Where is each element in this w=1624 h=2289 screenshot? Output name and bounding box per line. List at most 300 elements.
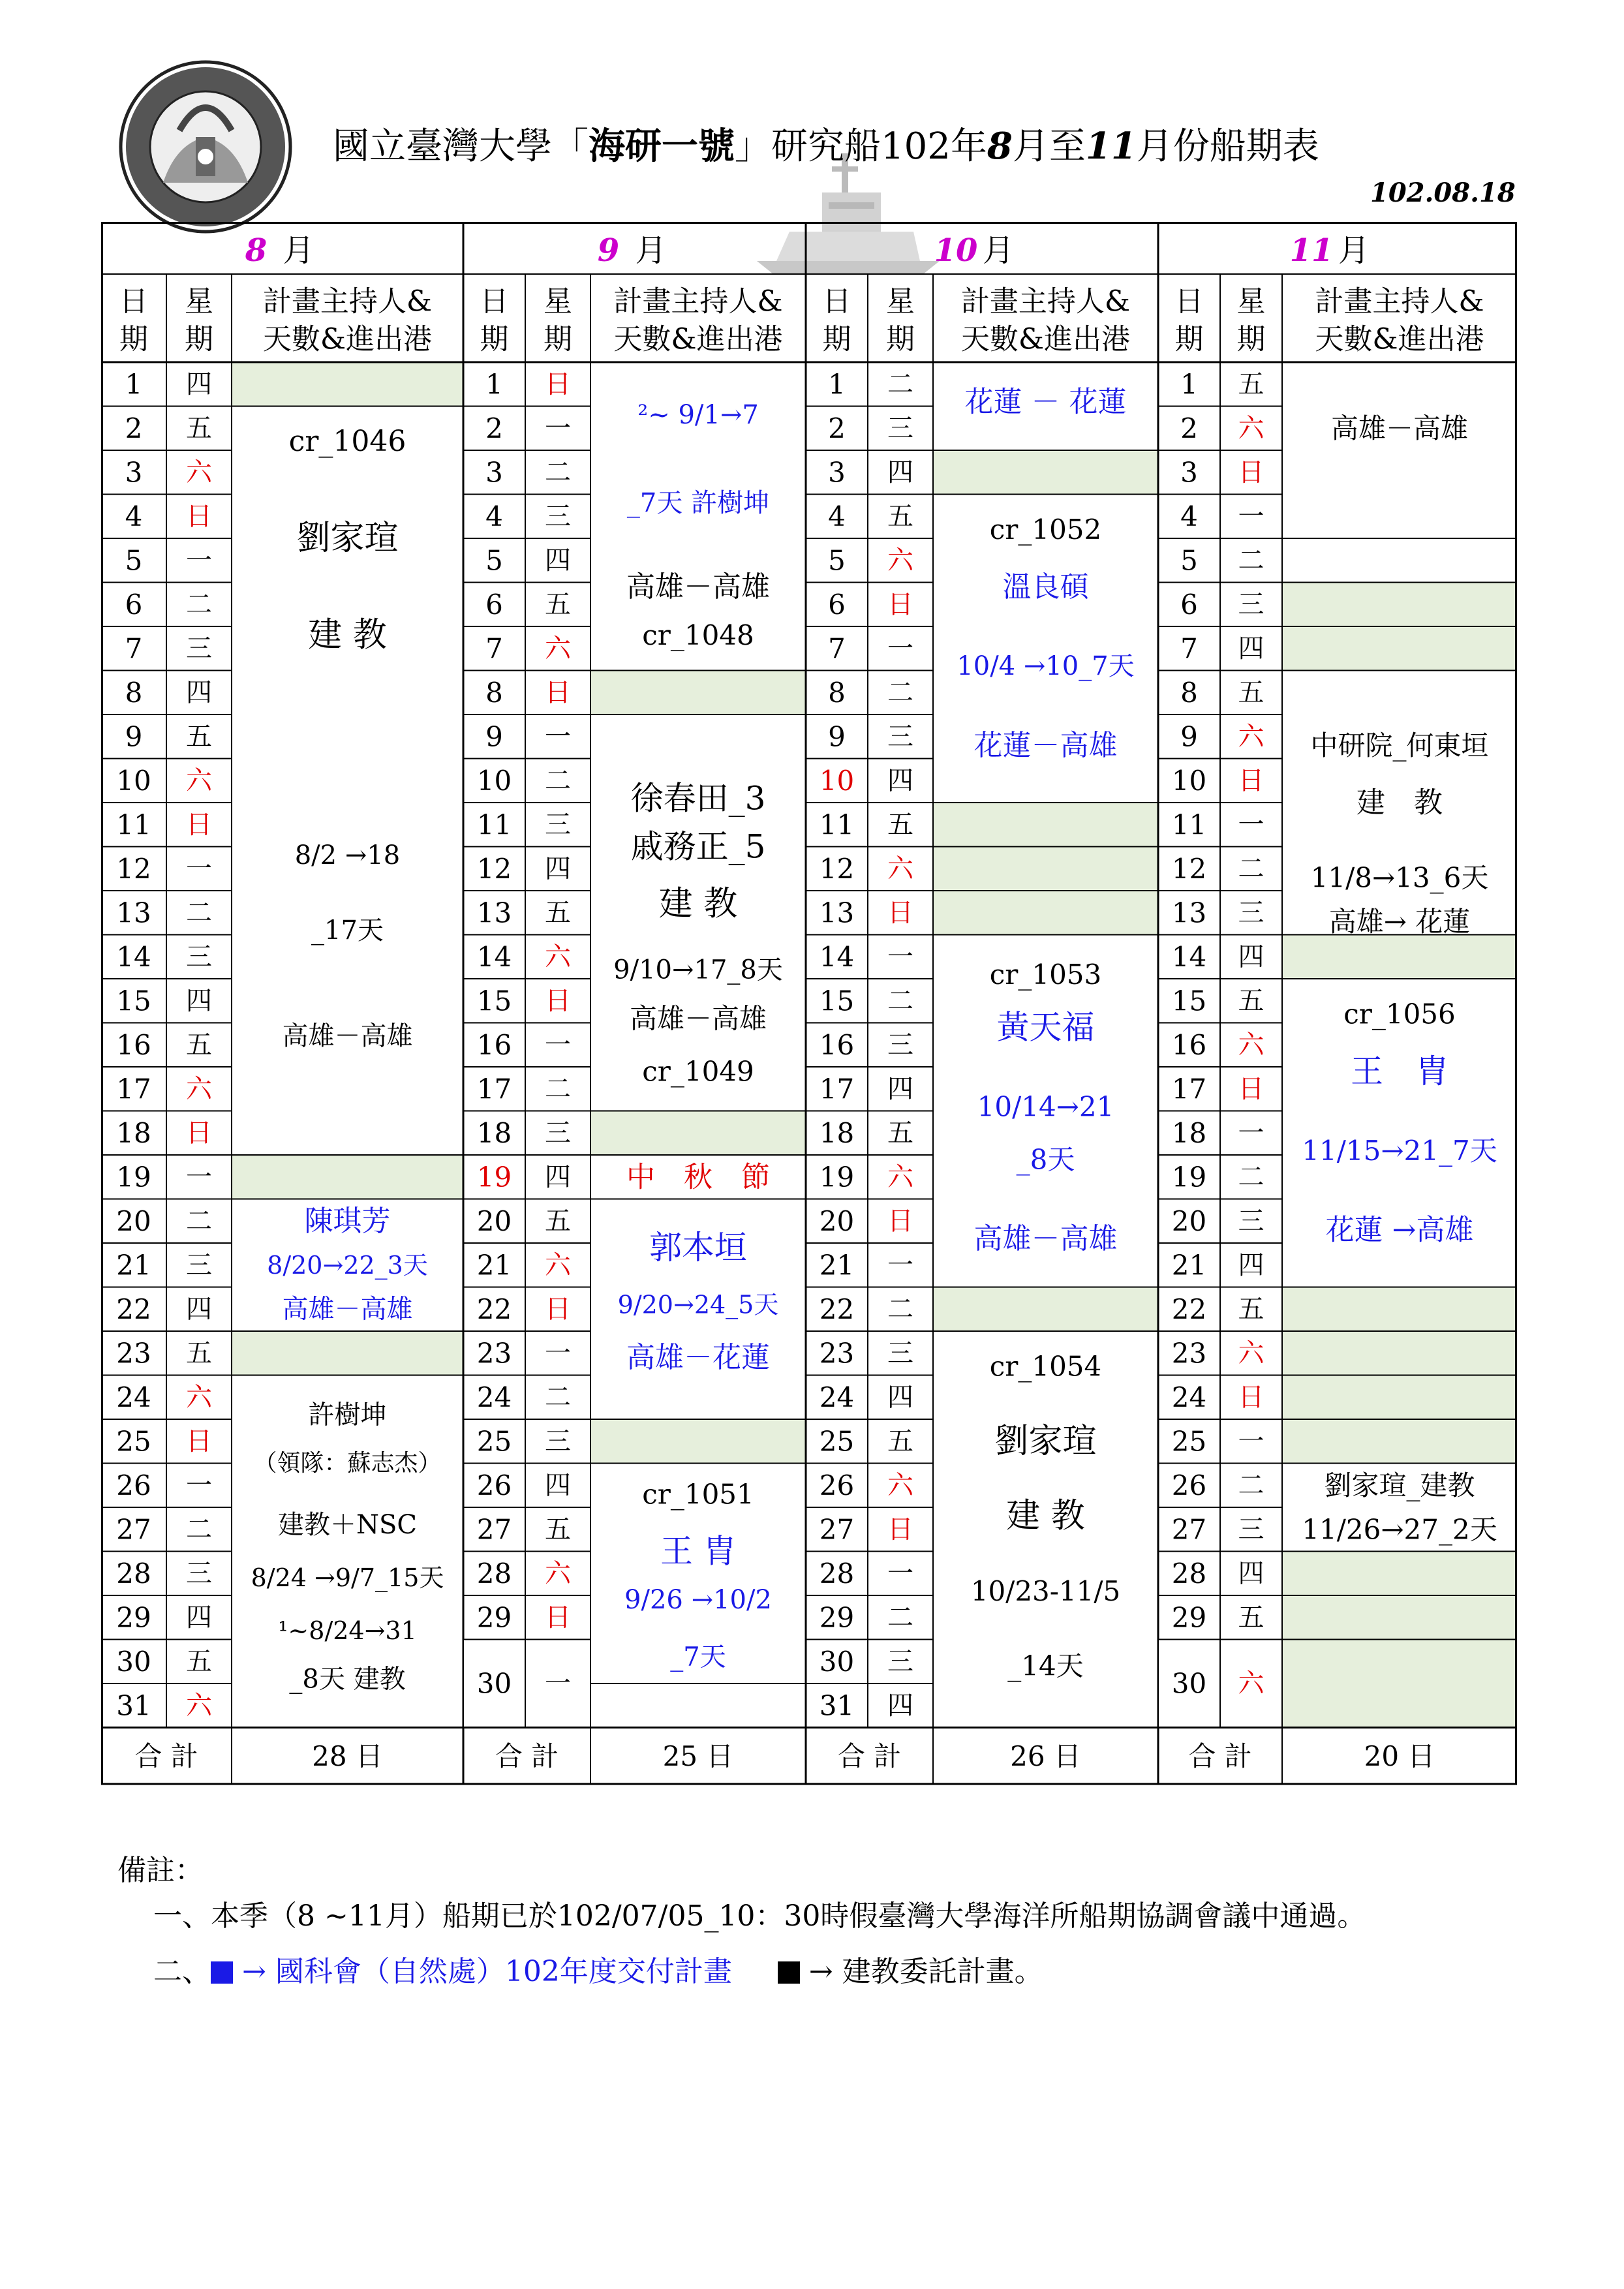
day-number: 4 <box>828 500 846 532</box>
day-number: 14 <box>1171 940 1207 973</box>
weekday-cell: 一 <box>1238 809 1264 840</box>
day-number: 22 <box>819 1293 855 1325</box>
col-header-weekday: 期 <box>1236 322 1266 356</box>
plan-text: _8天 建教 <box>289 1664 406 1695</box>
day-number: 10 <box>1171 764 1207 797</box>
note-nsc-plan: → 國科會（自然處）102年度交付計畫 <box>242 1955 732 1988</box>
total-value: 25 日 <box>662 1740 734 1772</box>
day-number: 11 <box>1171 808 1207 841</box>
day-number: 11 <box>116 808 151 841</box>
weekday-cell: 四 <box>545 853 571 884</box>
plan-text: _17天 <box>311 915 384 945</box>
day-number: 27 <box>819 1513 855 1546</box>
weekday-cell: 三 <box>887 413 913 444</box>
day-number: 5 <box>485 544 503 577</box>
day-number: 1 <box>485 368 503 401</box>
weekday-cell: 二 <box>186 897 212 928</box>
weekday-cell: 六 <box>545 633 571 664</box>
weekday-cell: 一 <box>545 413 571 444</box>
day-number: 13 <box>116 897 151 929</box>
day-number: 4 <box>485 500 503 532</box>
day-number: 2 <box>1180 412 1198 444</box>
weekday-cell: 五 <box>186 1646 212 1677</box>
idle-cell-shading <box>1282 1640 1517 1728</box>
day-number: 31 <box>819 1689 855 1722</box>
weekday-cell: 五 <box>887 1426 913 1456</box>
col-header-plan: 計畫主持人& <box>1315 284 1484 318</box>
day-number: 24 <box>819 1381 855 1413</box>
weekday-cell: 四 <box>186 369 212 399</box>
weekday-cell: 三 <box>1238 589 1264 620</box>
plan-text: 劉家瑄 <box>994 1421 1097 1461</box>
day-number: 23 <box>476 1337 512 1370</box>
day-number: 9 <box>485 720 503 753</box>
idle-cell-shading <box>232 362 463 407</box>
day-number: 17 <box>116 1073 151 1105</box>
weekday-cell: 四 <box>887 1382 913 1413</box>
day-number: 4 <box>1180 500 1198 532</box>
weekday-cell: 四 <box>887 1690 913 1721</box>
day-number: 14 <box>819 940 855 973</box>
day-number: 29 <box>819 1601 855 1634</box>
day-number: 31 <box>116 1689 151 1722</box>
weekday-cell: 六 <box>1238 1338 1264 1368</box>
day-number: 15 <box>819 985 855 1017</box>
day-number: 13 <box>819 897 855 929</box>
plan-text: cr_1051 <box>642 1478 754 1511</box>
weekday-cell: 四 <box>545 545 571 576</box>
day-number: 19 <box>1171 1161 1207 1193</box>
plan-text: cr_1046 <box>288 425 406 458</box>
total-label: 合 計 <box>134 1740 198 1772</box>
weekday-cell: 日 <box>1238 1073 1264 1104</box>
note-line-1: 一、本季（8 ~11月）船期已於102/07/05_10：30時假臺灣大學海洋所船期協調會議中通過。 <box>153 1899 1366 1933</box>
weekday-cell: 日 <box>545 677 571 708</box>
day-number: 26 <box>476 1469 512 1501</box>
day-number: 3 <box>1180 456 1198 489</box>
weekday-cell: 一 <box>1238 501 1264 532</box>
weekday-cell: 六 <box>1238 1030 1264 1060</box>
weekday-cell: 三 <box>186 1250 212 1280</box>
weekday-cell: 三 <box>887 1030 913 1060</box>
notes-heading: 備註： <box>117 1854 204 1887</box>
idle-cell-shading <box>933 1287 1158 1332</box>
weekday-cell: 二 <box>1238 853 1264 884</box>
plan-text: 花蓮 － 花蓮 <box>964 385 1127 419</box>
weekday-cell: 三 <box>1238 897 1264 928</box>
plan-text: 8/24 →9/7_15天 <box>251 1563 444 1592</box>
plan-text: 戚務正_5 <box>630 827 766 866</box>
col-header-day: 日 <box>822 284 851 318</box>
plan-text: 郭本垣 <box>649 1228 747 1267</box>
day-number: 26 <box>116 1469 151 1501</box>
weekday-cell: 五 <box>887 1118 913 1148</box>
plan-text: 王 胄 <box>660 1532 736 1571</box>
day-number: 8 <box>1180 676 1198 709</box>
col-header-weekday: 星 <box>544 284 572 318</box>
plan-text: 10/4 →10_7天 <box>957 651 1135 681</box>
day-number: 11 <box>476 808 512 841</box>
plan-text: 建 教 <box>1356 786 1443 820</box>
weekday-cell: 三 <box>1238 1514 1264 1544</box>
day-number: 7 <box>828 632 846 665</box>
weekday-cell: 五 <box>1238 369 1264 399</box>
day-number: 6 <box>125 588 143 621</box>
plan-text: 花蓮 →高雄 <box>1325 1213 1474 1247</box>
document-date: 102.08.18 <box>1370 177 1516 208</box>
weekday-cell: 二 <box>887 369 913 399</box>
day-number: 25 <box>1171 1425 1207 1458</box>
day-number: 17 <box>1171 1073 1207 1105</box>
weekday-cell: 六 <box>887 1161 913 1192</box>
idle-cell-shading <box>933 803 1158 847</box>
col-header-plan: 天數&進出港 <box>960 322 1131 356</box>
weekday-cell: 一 <box>887 633 913 664</box>
weekday-cell: 四 <box>186 1294 212 1325</box>
weekday-cell: 六 <box>186 1382 212 1413</box>
day-number: 28 <box>116 1557 151 1590</box>
day-number: 25 <box>476 1425 512 1458</box>
weekday-cell: 六 <box>186 765 212 796</box>
day-number: 5 <box>125 544 143 577</box>
day-number: 21 <box>476 1249 512 1282</box>
day-number: 7 <box>485 632 503 665</box>
weekday-cell: 一 <box>186 545 212 576</box>
plan-text: 中研院_何東垣 <box>1310 729 1489 761</box>
plan-text: 高雄－花蓮 <box>626 1341 770 1374</box>
day-number: 22 <box>1171 1293 1207 1325</box>
weekday-cell: 五 <box>887 809 913 840</box>
idle-cell-shading <box>1282 583 1517 627</box>
plan-text: 高雄－高雄 <box>1330 412 1469 444</box>
idle-cell-shading <box>1282 1419 1517 1464</box>
idle-cell-shading <box>933 891 1158 935</box>
day-number: 1 <box>125 368 143 401</box>
weekday-cell: 日 <box>186 501 212 532</box>
weekday-cell: 四 <box>186 677 212 708</box>
weekday-cell: 三 <box>545 501 571 532</box>
day-number: 27 <box>116 1513 151 1546</box>
total-value: 28 日 <box>312 1740 383 1772</box>
plan-text: cr_1048 <box>642 619 754 651</box>
plan-text: 建教＋NSC <box>277 1510 418 1540</box>
col-header-plan: 計畫主持人& <box>613 284 783 318</box>
weekday-cell: 六 <box>887 1470 913 1501</box>
black-legend-square <box>778 1961 800 1984</box>
day-number: 12 <box>819 852 855 885</box>
weekday-cell: 三 <box>545 809 571 840</box>
day-number: 30 <box>819 1645 855 1678</box>
day-number: 6 <box>485 588 503 621</box>
day-number: 9 <box>828 720 846 753</box>
plan-text: 花蓮－高雄 <box>973 728 1118 762</box>
plan-text: 11/26→27_2天 <box>1302 1513 1497 1546</box>
total-value: 20 日 <box>1364 1740 1435 1772</box>
weekday-cell: 一 <box>887 1250 913 1280</box>
plan-text: cr_1054 <box>989 1350 1102 1383</box>
weekday-cell: 四 <box>1238 633 1264 664</box>
month-unit: 月 <box>1338 232 1370 269</box>
plan-text: 王 胄 <box>1351 1052 1448 1090</box>
month-number: 11 <box>1289 232 1334 269</box>
col-header-weekday: 星 <box>886 284 915 318</box>
weekday-cell: 二 <box>186 1514 212 1544</box>
day-number: 23 <box>819 1337 855 1370</box>
total-label: 合 計 <box>495 1740 559 1772</box>
day-number: 2 <box>125 412 143 444</box>
month-unit: 月 <box>982 232 1015 269</box>
plan-text: 中 秋 節 <box>626 1160 770 1194</box>
day-number: 23 <box>116 1337 151 1370</box>
day-number: 25 <box>116 1425 151 1458</box>
plan-text: （領隊：蘇志杰） <box>253 1450 442 1477</box>
weekday-cell: 日 <box>1238 457 1264 487</box>
day-number: 14 <box>476 940 512 973</box>
plan-text: 10/14→21 <box>977 1090 1114 1123</box>
weekday-cell: 三 <box>1238 1206 1264 1237</box>
day-number: 16 <box>1171 1028 1207 1061</box>
day-number: 6 <box>1180 588 1198 621</box>
weekday-cell: 六 <box>186 457 212 487</box>
weekday-cell: 三 <box>186 633 212 664</box>
day-number: 14 <box>116 940 151 973</box>
weekday-cell: 日 <box>1238 1382 1264 1413</box>
day-number: 3 <box>485 456 503 489</box>
plan-text: _14天 <box>1007 1650 1084 1682</box>
day-number: 8 <box>485 676 503 709</box>
weekday-cell: 日 <box>887 897 913 928</box>
idle-cell-shading <box>232 1331 463 1375</box>
plan-text: 11/8→13_6天 <box>1310 861 1489 894</box>
day-number: 21 <box>819 1249 855 1282</box>
weekday-cell: 二 <box>545 457 571 487</box>
plan-text: 11/15→21_7天 <box>1302 1134 1497 1167</box>
weekday-cell: 四 <box>887 1073 913 1104</box>
plan-text: 建 教 <box>308 615 387 655</box>
day-number: 18 <box>1171 1116 1207 1149</box>
weekday-cell: 日 <box>545 1294 571 1325</box>
plan-text: 建 教 <box>1006 1496 1085 1536</box>
col-header-day: 日 <box>1174 284 1204 318</box>
day-number: 26 <box>1171 1469 1207 1501</box>
weekday-cell: 日 <box>887 589 913 620</box>
day-number: 16 <box>476 1028 512 1061</box>
weekday-cell: 二 <box>1238 1470 1264 1501</box>
day-number: 6 <box>828 588 846 621</box>
total-label: 合 計 <box>1188 1740 1252 1772</box>
plan-text: _7天 許樹坤 <box>626 488 770 518</box>
day-number: 8 <box>828 676 846 709</box>
day-number: 12 <box>1171 852 1207 885</box>
weekday-cell: 二 <box>545 1073 571 1104</box>
weekday-cell: 五 <box>186 1338 212 1368</box>
day-number: 25 <box>819 1425 855 1458</box>
university-seal-logo <box>117 59 294 235</box>
day-number: 29 <box>116 1601 151 1634</box>
col-header-weekday: 期 <box>544 322 572 356</box>
col-header-weekday: 期 <box>185 322 213 356</box>
ship-schedule-table <box>101 222 1517 1820</box>
plan-text: 劉家瑄_建教 <box>1324 1469 1475 1501</box>
weekday-cell: 一 <box>545 1668 571 1698</box>
day-number: 2 <box>485 412 503 444</box>
weekday-cell: 三 <box>887 1646 913 1677</box>
day-number: 1 <box>828 368 846 401</box>
day-number: 8 <box>125 676 143 709</box>
plan-text: 溫良碩 <box>1002 570 1089 604</box>
idle-cell-shading <box>1282 1552 1517 1596</box>
weekday-cell: 日 <box>887 1206 913 1237</box>
plan-text: 8/20→22_3天 <box>267 1250 428 1280</box>
plan-text: 陳琪芳 <box>304 1204 391 1238</box>
weekday-cell: 三 <box>186 942 212 972</box>
weekday-cell: 三 <box>887 1338 913 1368</box>
col-header-plan: 計畫主持人& <box>960 284 1131 318</box>
plan-text: ²~ 9/1→7 <box>637 400 759 430</box>
weekday-cell: 日 <box>186 1118 212 1148</box>
day-number: 17 <box>819 1073 855 1105</box>
day-number: 20 <box>476 1205 512 1237</box>
blue-legend-square <box>211 1961 233 1984</box>
day-number: 21 <box>1171 1249 1207 1282</box>
weekday-cell: 二 <box>545 765 571 796</box>
weekday-cell: 三 <box>887 721 913 752</box>
weekday-cell: 四 <box>887 457 913 487</box>
day-number: 27 <box>1171 1513 1207 1546</box>
day-number: 5 <box>828 544 846 577</box>
plan-text: 9/10→17_8天 <box>613 955 783 985</box>
weekday-cell: 日 <box>887 1514 913 1544</box>
day-number: 9 <box>1180 720 1198 753</box>
weekday-cell: 四 <box>186 985 212 1016</box>
weekday-cell: 日 <box>545 369 571 399</box>
weekday-cell: 六 <box>545 1250 571 1280</box>
idle-cell-shading <box>1282 1375 1517 1420</box>
weekday-cell: 三 <box>186 1558 212 1589</box>
day-number: 30 <box>116 1645 151 1678</box>
col-header-plan: 計畫主持人& <box>262 284 433 318</box>
idle-cell-shading <box>933 450 1158 495</box>
weekday-cell: 六 <box>1238 721 1264 752</box>
idle-cell-shading <box>1282 1331 1517 1375</box>
note-line-2 <box>153 1948 1043 1989</box>
plan-text: _8天 <box>1016 1143 1075 1176</box>
day-number: 18 <box>819 1116 855 1149</box>
weekday-cell: 四 <box>1238 1558 1264 1589</box>
idle-cell-shading <box>232 1155 463 1199</box>
weekday-cell: 二 <box>887 985 913 1016</box>
day-number: 24 <box>476 1381 512 1413</box>
col-header-day: 期 <box>480 322 509 356</box>
idle-cell-shading <box>1282 1287 1517 1332</box>
day-number: 1 <box>1180 368 1198 401</box>
col-header-plan: 天數&進出港 <box>1315 322 1484 356</box>
weekday-cell: 四 <box>1238 1250 1264 1280</box>
weekday-cell: 二 <box>186 1206 212 1237</box>
day-number: 4 <box>125 500 143 532</box>
col-header-day: 期 <box>119 322 148 356</box>
idle-cell-shading <box>1282 1595 1517 1640</box>
day-number: 18 <box>476 1116 512 1149</box>
weekday-cell: 五 <box>887 501 913 532</box>
weekday-cell: 三 <box>545 1426 571 1456</box>
plan-text: 徐春田_3 <box>630 779 766 818</box>
weekday-cell: 四 <box>545 1470 571 1501</box>
weekday-cell: 五 <box>545 1514 571 1544</box>
day-number: 7 <box>125 632 143 665</box>
day-number: 26 <box>819 1469 855 1501</box>
day-number: 19 <box>116 1161 151 1193</box>
plan-text: ¹~8/24→31 <box>278 1616 417 1645</box>
weekday-cell: 五 <box>1238 677 1264 708</box>
weekday-cell: 一 <box>186 853 212 884</box>
col-header-plan: 天數&進出港 <box>613 322 783 356</box>
weekday-cell: 日 <box>545 1602 571 1633</box>
weekday-cell: 二 <box>887 677 913 708</box>
day-number: 15 <box>116 985 151 1017</box>
weekday-cell: 五 <box>545 589 571 620</box>
plan-text: 10/23-11/5 <box>970 1575 1121 1607</box>
day-number: 19 <box>819 1161 855 1193</box>
day-number: 20 <box>819 1205 855 1237</box>
plan-text: 建 教 <box>658 884 738 924</box>
day-number: 16 <box>116 1028 151 1061</box>
weekday-cell: 一 <box>887 1558 913 1589</box>
col-header-weekday: 期 <box>886 322 915 356</box>
weekday-cell: 二 <box>545 1382 571 1413</box>
day-number: 23 <box>1171 1337 1207 1370</box>
day-number: 10 <box>476 764 512 797</box>
weekday-cell: 六 <box>887 853 913 884</box>
day-number: 24 <box>116 1381 151 1413</box>
weekday-cell: 五 <box>186 1030 212 1060</box>
day-number: 15 <box>476 985 512 1017</box>
plan-text: 劉家瑄 <box>296 519 399 558</box>
day-number: 30 <box>476 1667 512 1700</box>
weekday-cell: 日 <box>186 1426 212 1456</box>
total-label: 合 計 <box>837 1740 902 1772</box>
day-number: 28 <box>1171 1557 1207 1590</box>
weekday-cell: 六 <box>887 545 913 576</box>
weekday-cell: 四 <box>545 1161 571 1192</box>
idle-cell-shading <box>1282 935 1517 979</box>
day-number: 2 <box>828 412 846 444</box>
weekday-cell: 一 <box>887 942 913 972</box>
col-header-day: 日 <box>480 284 509 318</box>
weekday-cell: 日 <box>186 809 212 840</box>
month-unit: 月 <box>635 232 667 269</box>
weekday-cell: 六 <box>186 1690 212 1721</box>
plan-text: _7天 <box>670 1642 726 1672</box>
weekday-cell: 六 <box>545 942 571 972</box>
total-value: 26 日 <box>1010 1740 1081 1772</box>
day-number: 30 <box>1171 1667 1207 1700</box>
plan-text: 高雄－高雄 <box>629 1002 767 1035</box>
weekday-cell: 六 <box>186 1073 212 1104</box>
plan-text: 高雄－高雄 <box>282 1021 413 1051</box>
day-number: 24 <box>1171 1381 1207 1413</box>
weekday-cell: 五 <box>1238 1294 1264 1325</box>
day-number: 16 <box>819 1028 855 1061</box>
weekday-cell: 二 <box>186 589 212 620</box>
weekday-cell: 日 <box>545 985 571 1016</box>
day-number: 10 <box>819 764 855 797</box>
plan-text: 高雄－高雄 <box>626 570 770 604</box>
day-number: 17 <box>476 1073 512 1105</box>
day-number: 13 <box>1171 897 1207 929</box>
idle-cell-shading <box>933 847 1158 891</box>
weekday-cell: 二 <box>887 1294 913 1325</box>
